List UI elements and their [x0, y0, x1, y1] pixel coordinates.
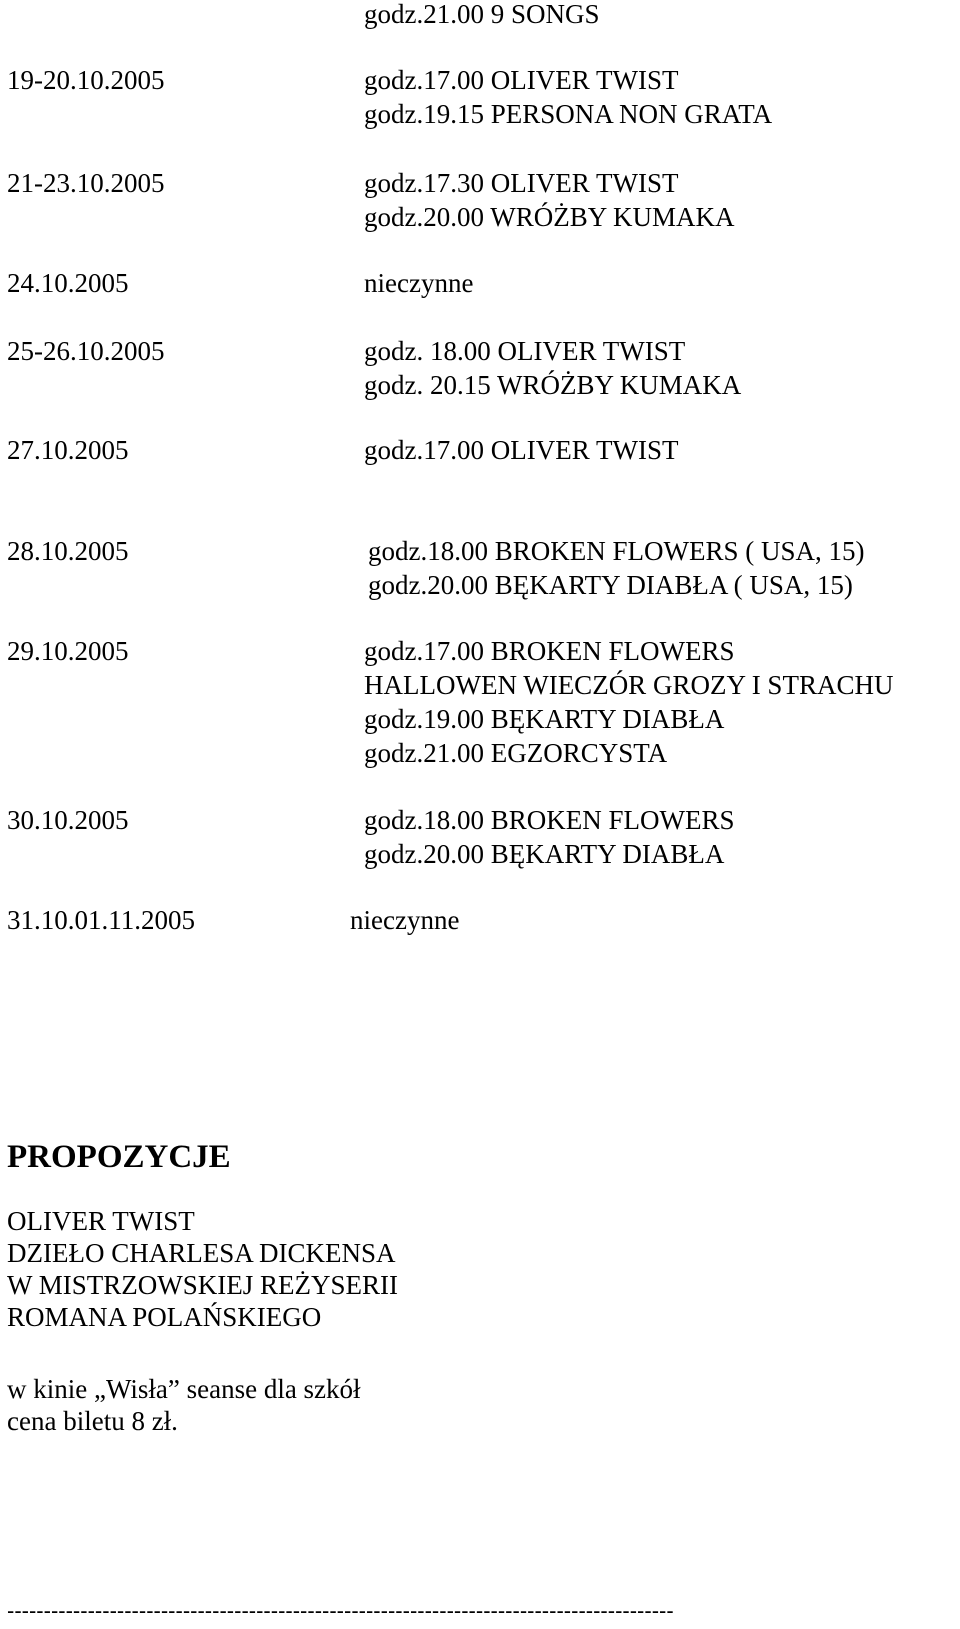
proposal-note: w kinie „Wisła” seanse dla szkół: [7, 1374, 361, 1404]
schedule-date: 27.10.2005: [7, 435, 129, 465]
schedule-show: godz.21.00 9 SONGS: [364, 0, 600, 29]
schedule-show: godz.20.00 BĘKARTY DIABŁA: [364, 839, 725, 869]
proposal-line: W MISTRZOWSKIEJ REŻYSERII: [7, 1270, 398, 1300]
schedule-date: 28.10.2005: [7, 536, 129, 566]
schedule-date: 21-23.10.2005: [7, 168, 165, 198]
schedule-date: 19-20.10.2005: [7, 65, 165, 95]
schedule-show: godz.20.00 WRÓŻBY KUMAKA: [364, 202, 735, 232]
schedule-date: 29.10.2005: [7, 636, 129, 666]
proposal-line: ROMANA POLAŃSKIEGO: [7, 1302, 322, 1332]
schedule-show: nieczynne: [364, 268, 474, 298]
schedule-date: 31.10.01.11.2005: [7, 905, 195, 935]
schedule-show: godz.18.00 BROKEN FLOWERS ( USA, 15): [368, 536, 865, 566]
separator-line: -------------------------------------------------------------------------------------------: [7, 1598, 674, 1623]
schedule-show: godz.17.00 OLIVER TWIST: [364, 65, 679, 95]
schedule-show: godz. 20.15 WRÓŻBY KUMAKA: [364, 370, 742, 400]
schedule-date: 24.10.2005: [7, 268, 129, 298]
proposal-line: DZIEŁO CHARLESA DICKENSA: [7, 1238, 396, 1268]
schedule-show: godz.19.15 PERSONA NON GRATA: [364, 99, 773, 129]
schedule-show: nieczynne: [350, 905, 460, 935]
schedule-show: godz.20.00 BĘKARTY DIABŁA ( USA, 15): [368, 570, 853, 600]
schedule-show: godz.17.00 BROKEN FLOWERS: [364, 636, 735, 666]
schedule-show: godz.19.00 BĘKARTY DIABŁA: [364, 704, 725, 734]
schedule-date: 25-26.10.2005: [7, 336, 165, 366]
proposals-heading: PROPOZYCJE: [7, 1139, 231, 1175]
schedule-date: 30.10.2005: [7, 805, 129, 835]
proposal-line: OLIVER TWIST: [7, 1206, 195, 1236]
schedule-show: godz.17.00 OLIVER TWIST: [364, 435, 679, 465]
schedule-show: godz.18.00 BROKEN FLOWERS: [364, 805, 735, 835]
proposal-note: cena biletu 8 zł.: [7, 1406, 178, 1436]
schedule-show: HALLOWEN WIECZÓR GROZY I STRACHU: [364, 670, 894, 700]
schedule-show: godz.21.00 EGZORCYSTA: [364, 738, 668, 768]
schedule-show: godz.17.30 OLIVER TWIST: [364, 168, 679, 198]
schedule-show: godz. 18.00 OLIVER TWIST: [364, 336, 686, 366]
